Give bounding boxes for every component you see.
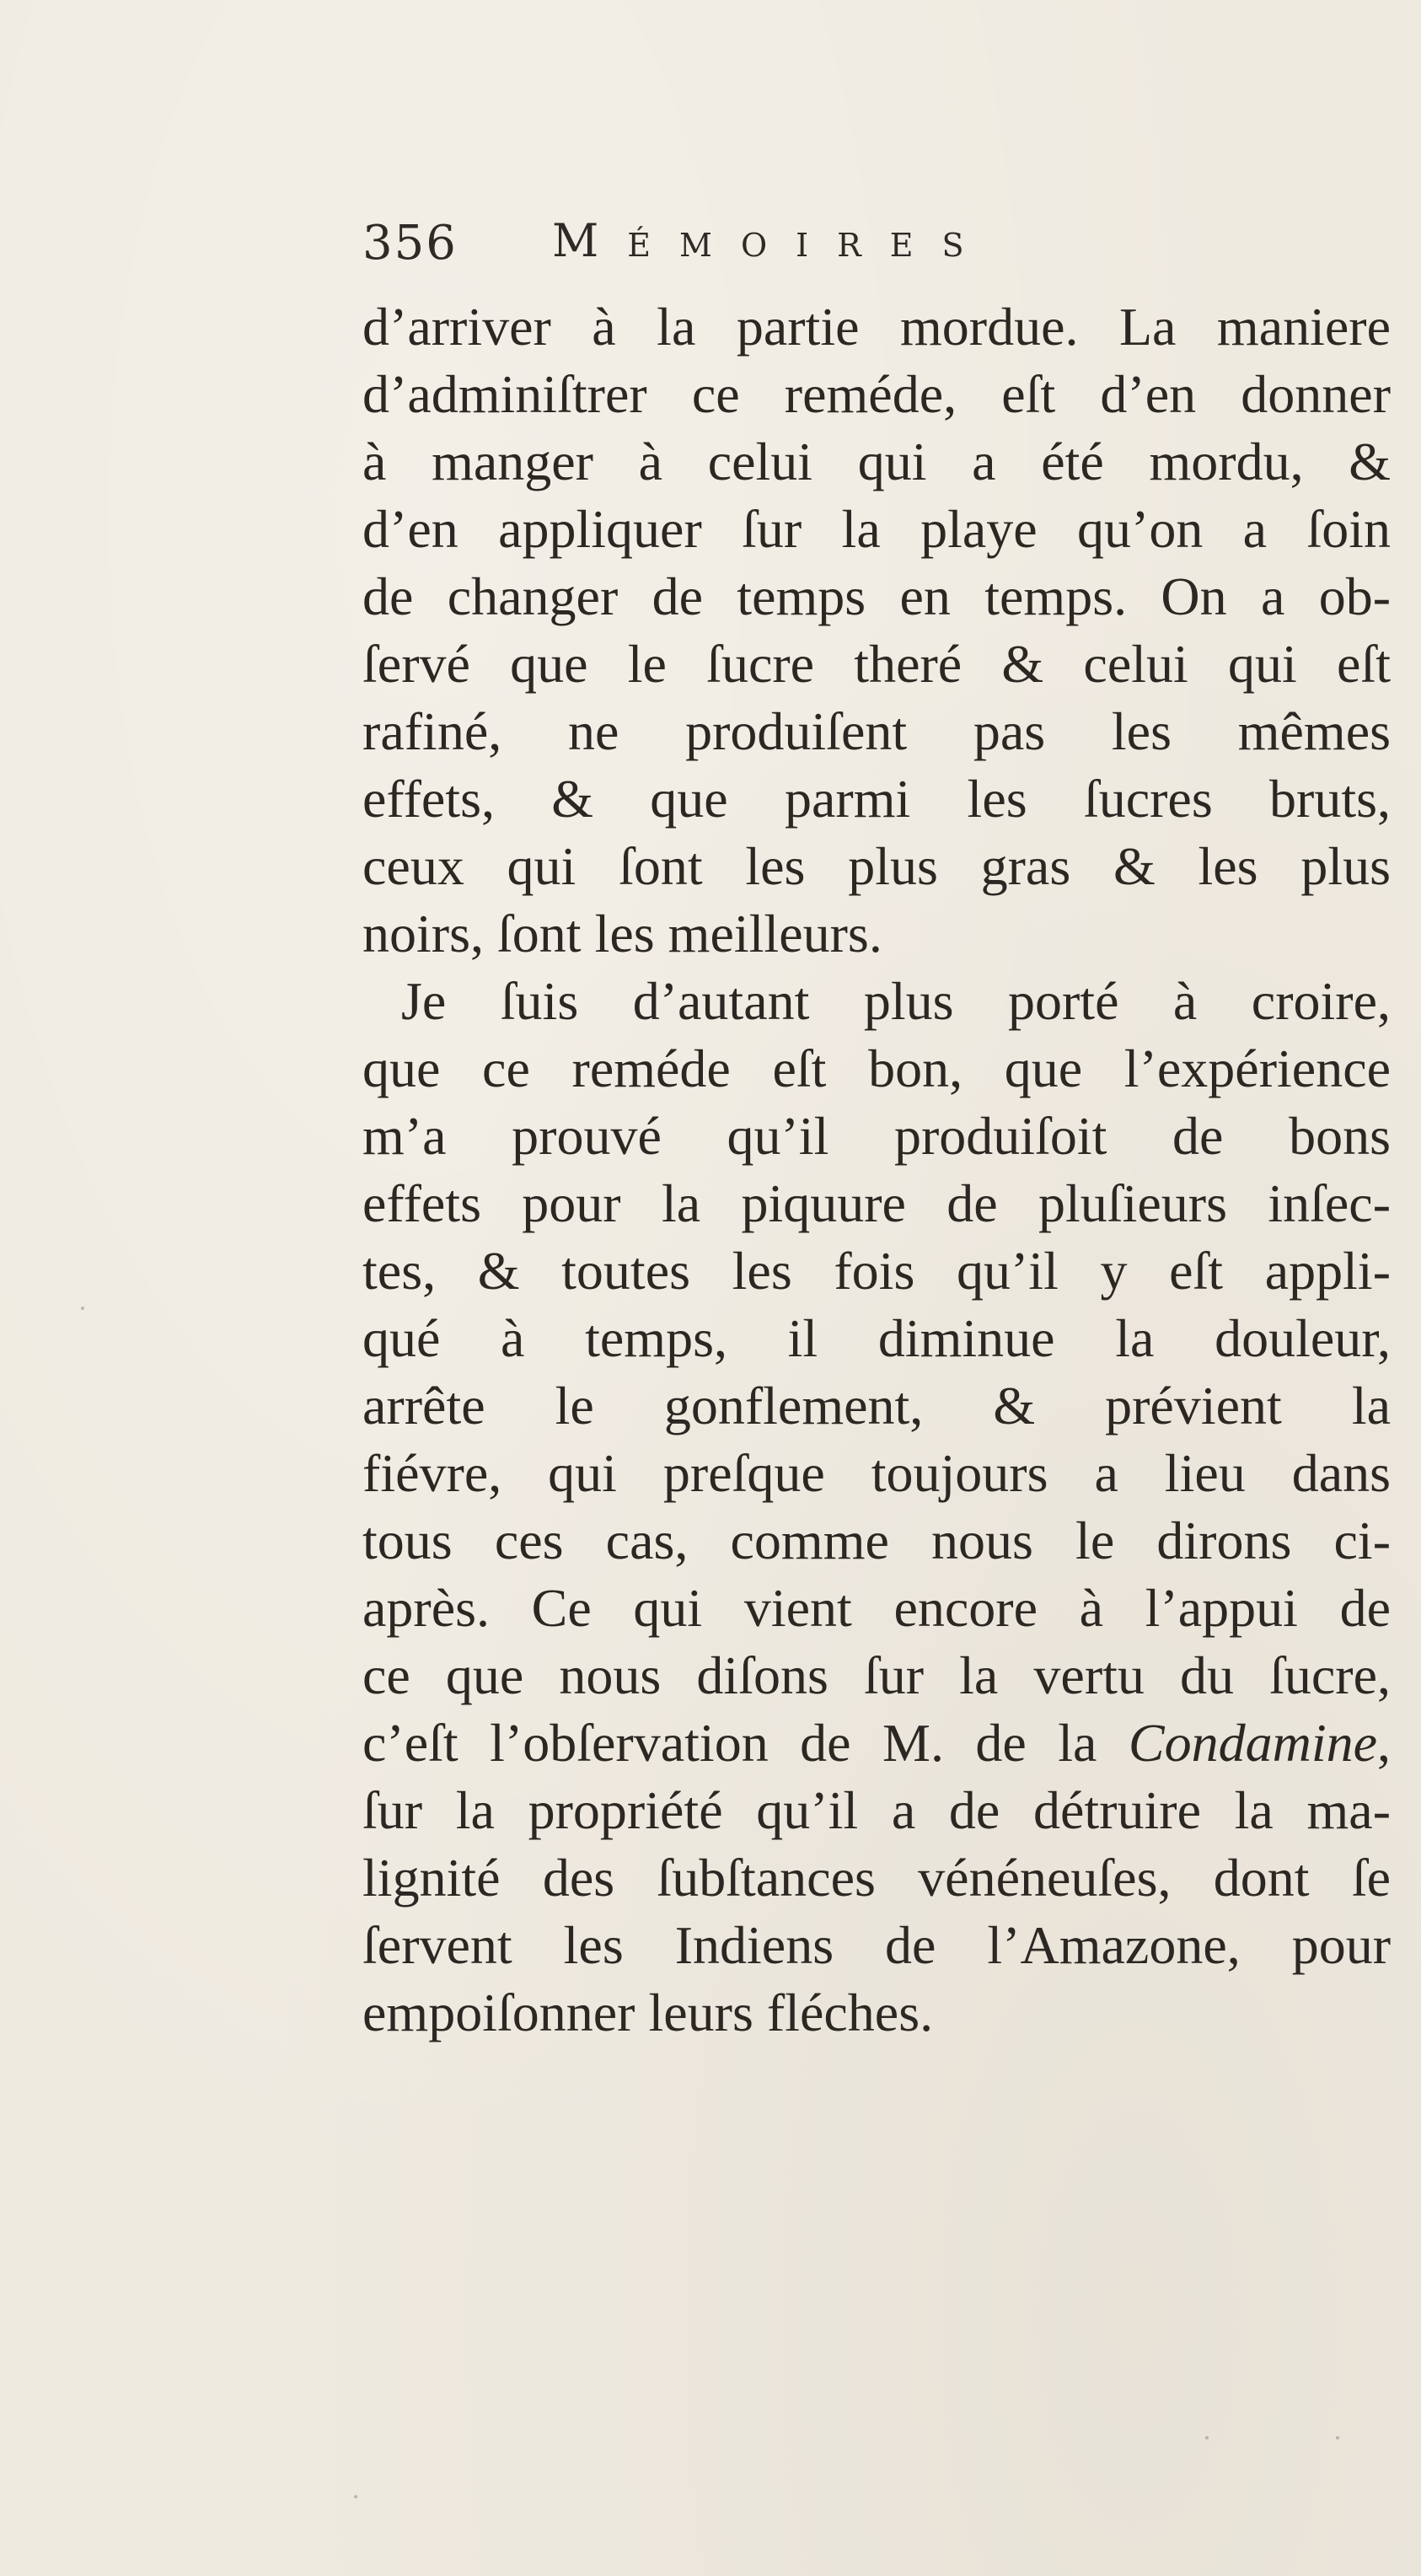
text-line: fiévre, qui preſque toujours a lieu dans <box>362 1443 1391 1503</box>
text-line: rafiné, ne produiſent pas les mêmes <box>362 701 1391 761</box>
text-line: effets, & que parmi les ſucres bruts, <box>362 769 1391 829</box>
running-title: Mémoires <box>552 214 993 267</box>
text-line: effets pour la piquure de pluſieurs inſec- <box>362 1173 1391 1233</box>
text-line: qué à temps, il diminue la douleur, <box>362 1308 1391 1368</box>
paper-speck <box>81 1307 84 1310</box>
text-line: ſervé que le ſucre theré & celui qui eſt <box>362 634 1391 694</box>
text-line: après. Ce qui vient encore à l’appui de <box>362 1578 1391 1638</box>
text-line: à manger à celui qui a été mordu, & <box>362 432 1391 491</box>
text-line: ceux qui ſont les plus gras & les plus <box>362 836 1391 896</box>
text-line: d’en appliquer ſur la playe qu’on a ſoin <box>362 499 1391 559</box>
text-line: arrête le gonflement, & prévient la <box>362 1376 1391 1436</box>
condamine-line-before: c’eſt l’obſervation de M. de la <box>362 1713 1129 1773</box>
paper-speck <box>1205 2436 1209 2439</box>
page-header <box>362 209 1205 276</box>
text-line-condamine <box>362 1709 1391 1777</box>
condamine-line-after: , <box>1377 1713 1391 1773</box>
text-line: lignité des ſubſtances vénéneuſes, dont ſe <box>362 1848 1391 1908</box>
text-line: ſervent les Indiens de l’Amazone, pour <box>362 1915 1391 1975</box>
text-line: tous ces cas, comme nous le dirons ci- <box>362 1511 1391 1570</box>
paragraph-start-line: Je ſuis d’autant plus porté à croire, <box>401 971 1391 1031</box>
page-number: 356 <box>362 216 458 271</box>
paragraph-end-line: noirs, ſont les meilleurs. <box>362 904 882 963</box>
author-name-italic: Condamine <box>1128 1713 1377 1773</box>
text-line: de changer de temps en temps. On a ob- <box>362 566 1391 626</box>
body-text <box>362 293 1391 2047</box>
text-line: que ce reméde eſt bon, que l’expérience <box>362 1038 1391 1098</box>
text-line: m’a prouvé qu’il produiſoit de bons <box>362 1106 1391 1166</box>
paper-speck <box>354 2495 357 2498</box>
text-line: ſur la propriété qu’il a de détruire la ma- <box>362 1780 1391 1840</box>
text-line: d’adminiſtrer ce reméde, eſt d’en donner <box>362 364 1391 424</box>
text-line: d’arriver à la partie mordue. La maniere <box>362 297 1391 357</box>
paper-speck <box>1336 2436 1339 2439</box>
text-line: ce que nous diſons ſur la vertu du ſucre, <box>362 1645 1391 1705</box>
text-line: tes, & toutes les fois qu’il y eſt appli- <box>362 1241 1391 1301</box>
paragraph-end-line: empoiſonner leurs fléches. <box>362 1983 934 2042</box>
